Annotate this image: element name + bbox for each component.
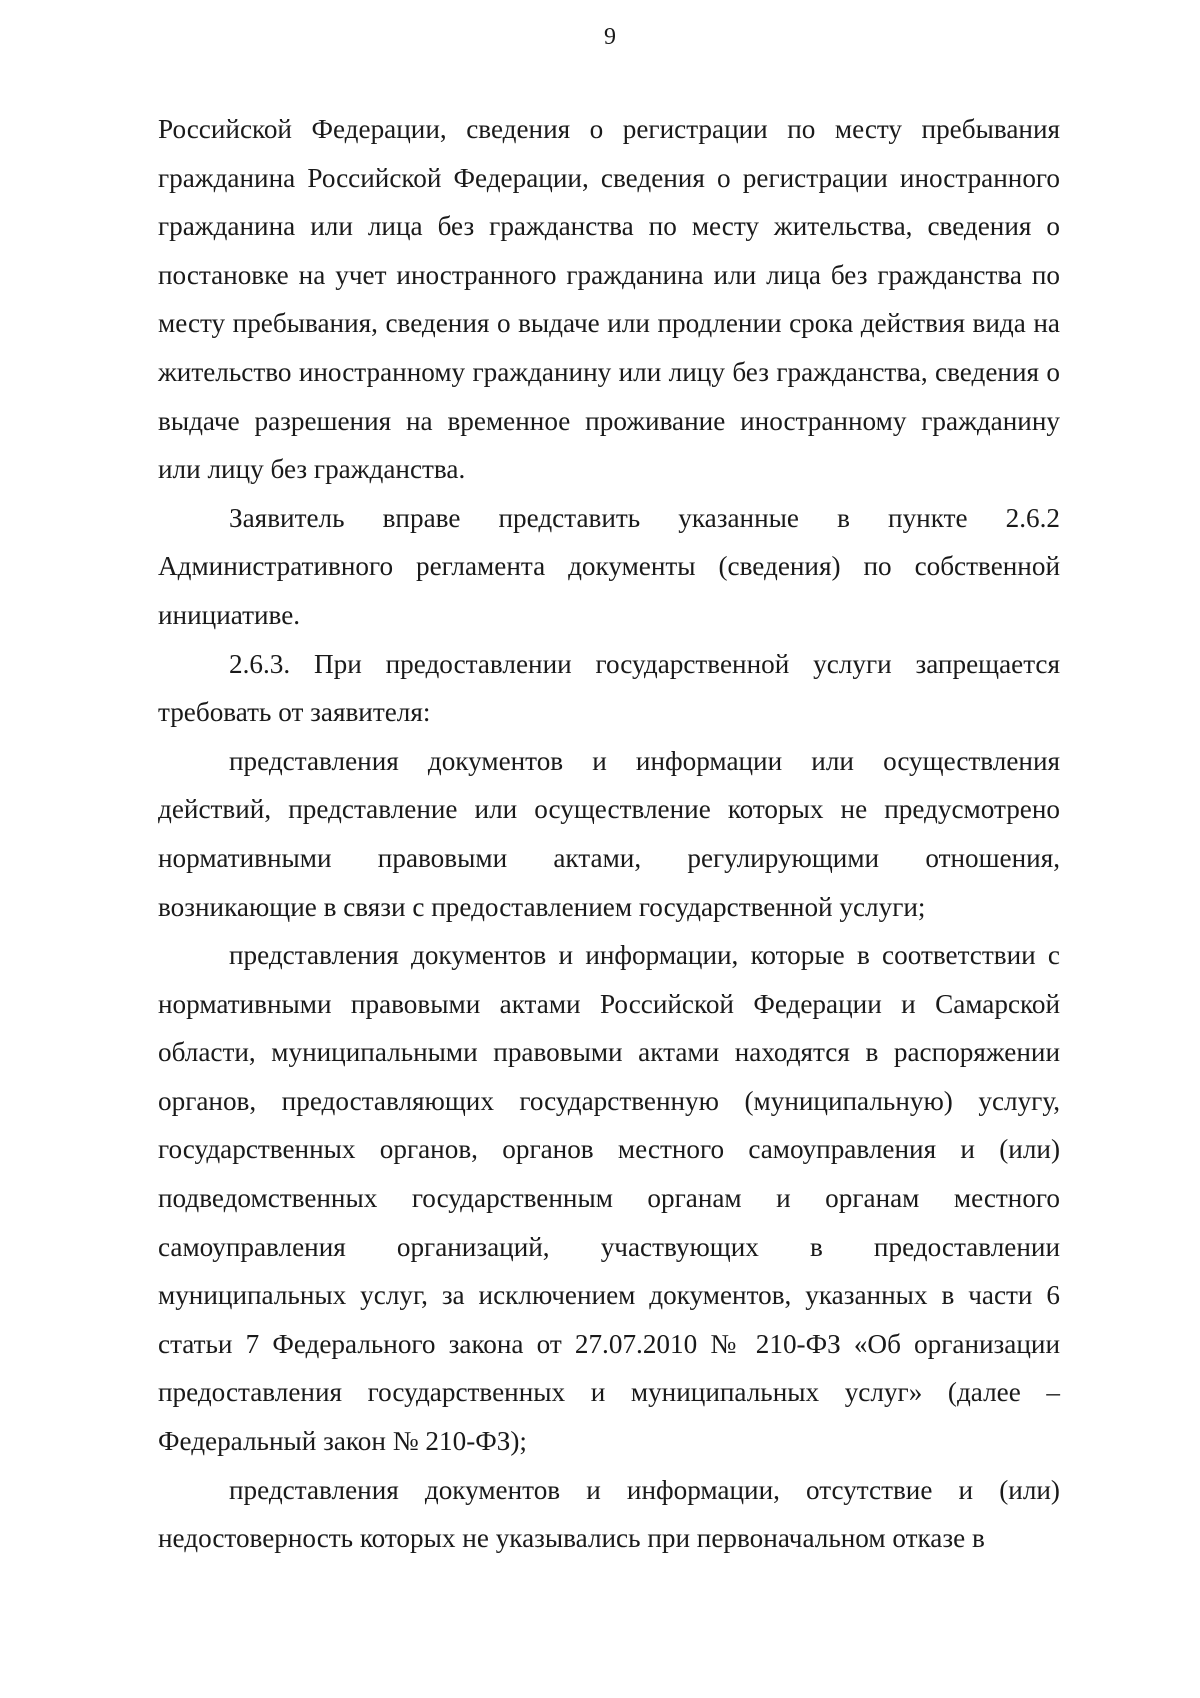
document-body <box>158 105 1060 1563</box>
paragraph-prohibition-3: представления документов и информации, отсутствие и (или) недостоверность которых не указывались при первоначальном отказе в <box>158 1474 1060 1554</box>
paragraph-prohibition-2: представления документов и информации, которые в соответствии с нормативными правовыми актами Российской Федерации и Самарской области, муниципальными правовыми актами находятся в распоряжении органов, предоставляющих государственную (муниципальную) услугу, государственных органов, органов местного самоуправления и (или) подведомственных государственным органам и органам местного самоуправления организаций, участвующих в предоставлении муниципальных услуг, за исключением документов, указанных в части 6 статьи 7 Федерального закона от 27.07.2010 № 210-ФЗ «Об организации предоставления государственных и муниципальных услуг» (далее – Федеральный закон № 210-ФЗ); <box>158 940 1060 1457</box>
paragraph-prohibition-1: представления документов и информации или осуществления действий, представление или осуществление которых не предусмотрено нормативными правовыми актами, регулирующими отношения, возникающие в связи с предоставлением государственной услуги; <box>158 745 1060 922</box>
paragraph-continuation: Российской Федерации, сведения о регистрации по месту пребывания гражданина Российской Федерации, сведения о регистрации иностранного гражданина или лица без гражданства по месту жительства, сведения о постановке на учет иностранного гражданина или лица без гражданства по месту пребывания, сведения о выдаче или продлении срока действия вида на жительство иностранному гражданину или лицу без гражданства, сведения о выдаче разрешения на временное проживание иностранному гражданину или лицу без гражданства. <box>158 114 1060 485</box>
page-number: 9 <box>604 24 616 50</box>
paragraph-applicant-right: Заявитель вправе представить указанные в пункте 2.6.2 Административного регламента документы (сведения) по собственной инициативе. <box>158 502 1060 630</box>
paragraph-clause-2-6-3: 2.6.3. При предоставлении государственной услуги запрещается требовать от заявителя: <box>158 648 1060 728</box>
